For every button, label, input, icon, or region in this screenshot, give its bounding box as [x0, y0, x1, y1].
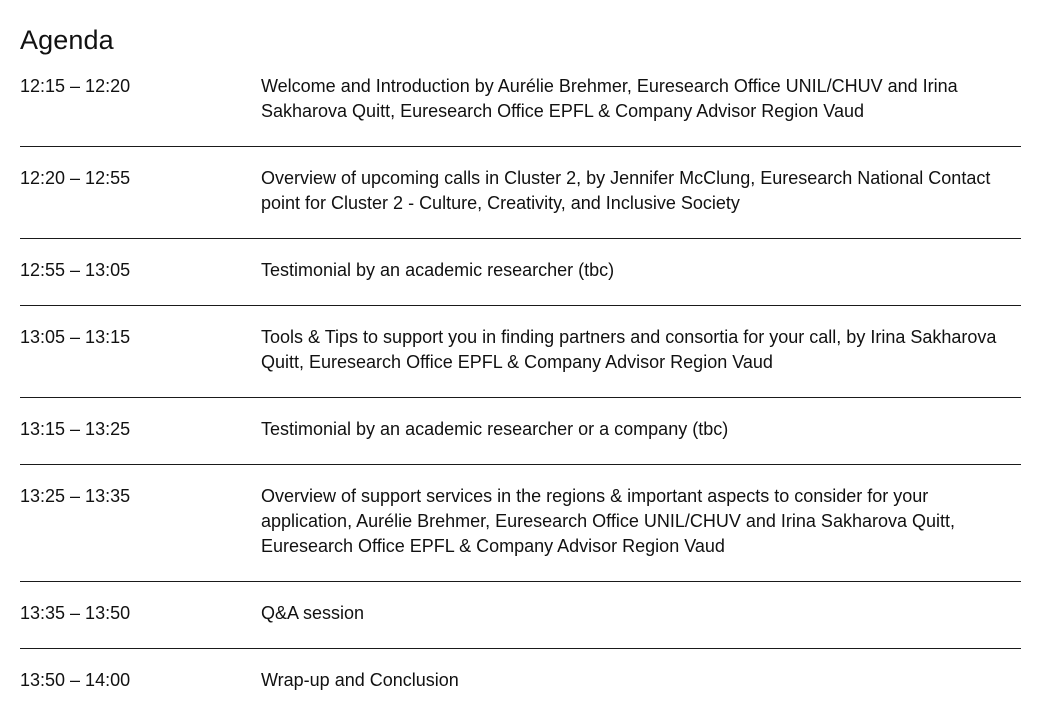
agenda-row — [20, 325, 1021, 398]
agenda-row — [20, 417, 1021, 465]
agenda-time: 12:15 – 12:20 — [20, 76, 131, 96]
agenda-description: Tools & Tips to support you in finding partners and consortia for your call, by Irina Sakharova Quitt, Euresearch Office EPFL & Company Advisor Region Vaud — [261, 327, 997, 372]
agenda-row — [20, 668, 1021, 715]
agenda-row — [20, 74, 1021, 147]
agenda-description: Testimonial by an academic researcher or a company (tbc) — [261, 419, 729, 439]
agenda-description: Overview of upcoming calls in Cluster 2, by Jennifer McClung, Euresearch National Contact point for Cluster 2 - Culture, Creativity, and Inclusive Society — [261, 168, 991, 213]
agenda-row — [20, 258, 1021, 306]
agenda-row — [20, 601, 1021, 649]
agenda-time: 12:55 – 13:05 — [20, 260, 131, 280]
agenda-row — [20, 484, 1021, 582]
agenda-list — [20, 74, 1021, 715]
agenda-description: Welcome and Introduction by Aurélie Brehmer, Euresearch Office UNIL/CHUV and Irina Sakharova Quitt, Euresearch Office EPFL & Company Advisor Region Vaud — [261, 76, 958, 121]
agenda-description: Q&A session — [261, 603, 365, 623]
agenda-description: Testimonial by an academic researcher (tbc) — [261, 260, 615, 280]
agenda-description: Overview of support services in the regions & important aspects to consider for your application, Aurélie Brehmer, Euresearch Office UNIL/CHUV and Irina Sakharova Quitt, Euresearch Office EPFL & Company Advisor Region Vaud — [261, 486, 956, 556]
agenda-time: 12:20 – 12:55 — [20, 168, 131, 188]
agenda-time: 13:35 – 13:50 — [20, 603, 131, 623]
agenda-time: 13:25 – 13:35 — [20, 486, 131, 506]
agenda-time: 13:50 – 14:00 — [20, 670, 131, 690]
agenda-title: Agenda — [20, 25, 114, 55]
agenda-description: Wrap-up and Conclusion — [261, 670, 459, 690]
agenda-row — [20, 166, 1021, 239]
agenda-time: 13:05 – 13:15 — [20, 327, 131, 347]
agenda-time: 13:15 – 13:25 — [20, 419, 131, 439]
